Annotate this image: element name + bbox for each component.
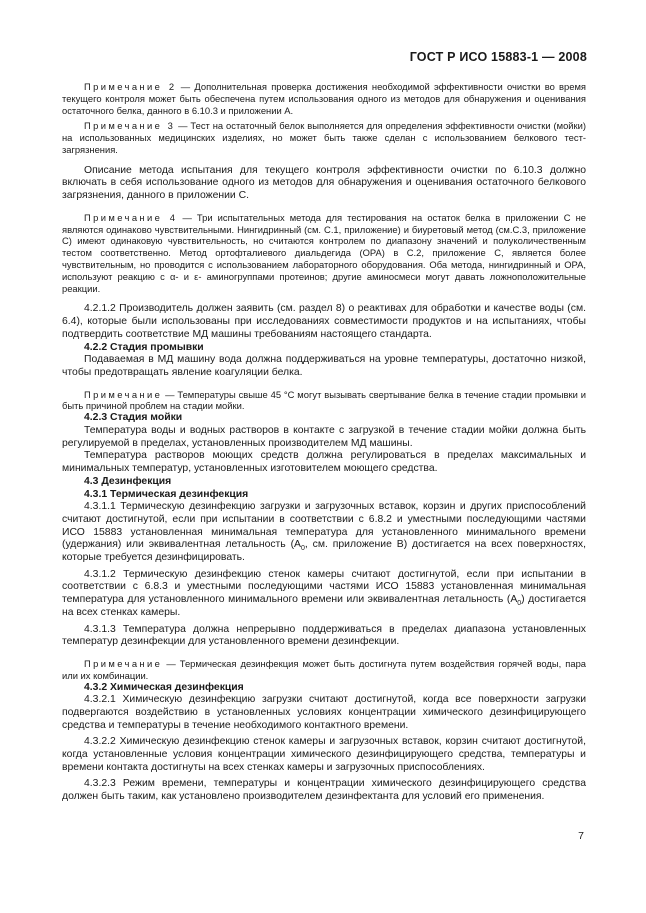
paragraph-4-3-2-3: 4.3.2.3 Режим времени, температуры и концентрации химического дезинфицирующего средства должен быть таким, как установлено производителем дезинфектанта для условий его применения.	[62, 778, 586, 803]
paragraph-4-3-1-2: 4.3.1.2 Термическую дезинфекцию стенок камеры считают достигнутой, если при испытании в соответствии с 6.8.3 и уместными последующими частями ИСО 15883 установленная минимальная температура для установленного минимального времени или эквивалентная летальность $(A_0)$ достигается на всех стенках камеры.	[62, 568, 586, 618]
note: Примечание — Термическая дезинфекция может быть достигнута путем воздействия горячей воды, пара или их комбинации.	[62, 657, 586, 681]
page-number: 7	[578, 830, 584, 842]
section-heading-4-2-2: 4.2.2 Стадия промывки	[84, 341, 204, 353]
note-4: Примечание 4 — Три испытательных метода для тестирования на остаток белка в приложении С не являются одинаково чувствительными. Нингидринный (см. С.1, приложение) и биуретовый метод (см.С.3, приложение С) имеют одинаковую чувствительность, но считаются контролем по диапазону значений и полуколичественным тестом соответственно. Метод ортофталиевого диальдегида (ОРА) в С.2, приложение С, является более чувствительным, но проводится с использованием лабораторного оборудования. Оба метода, нингидринный и ОРА, используют реакцию с α- и ε- аминогруппами протеинов; другие аминосмеси могут давать ложноположительные реакции.	[62, 211, 586, 294]
section-heading-4-3-1: 4.3.1 Термическая дезинфекция	[84, 488, 249, 500]
paragraph-4-3-1-3: 4.3.1.3 Температура должна непрерывно поддерживаться в пределах диапазона установленных температур дезинфекции для установленного времени дезинфекции.	[62, 623, 586, 648]
note-2: Примечание 2 — Дополнительная проверка достижения необходимой эффективности очистки во время текущего контроля может быть обеспечена путем использования одного из методов для обнаружения и оценивания остаточного белка, данного в 6.10.3 и приложении А.	[62, 81, 586, 116]
document-body	[62, 81, 586, 804]
document-header: ГОСТ Р ИСО 15883-1 — 2008	[409, 50, 587, 64]
paragraph-4-2-1-2: 4.2.1.2 Производитель должен заявить (см. раздел 8) о реактивах для обработки и качестве воды (см. 6.4), которые были использованы при исследованиях совместимости продуктов и на испытаниях, чтобы подтвердить соответствие МД машины требованиям настоящего стандарта.	[62, 303, 586, 340]
note: Примечание — Температуры свыше 45 °С могут вызывать свертывание белка в течение стадии промывки и быть причиной проблем на стадии мойки.	[62, 388, 586, 412]
paragraph-4-3-2-2: 4.3.2.2 Химическую дезинфекцию стенок камеры и загрузочных вставок, корзин считают достигнутой, когда установленные условия концентрации химического дезинфицирующего средства, температуры и времени контакта достигнуты на всех стенках камеры и загрузочных приспособлениях.	[62, 736, 586, 773]
paragraph: Температура воды и водных растворов в контакте с загрузкой в течение стадии мойки должна быть регулируемой в пределах, установленных производителем МД машины.	[62, 424, 586, 449]
section-heading-4-3: 4.3 Дезинфекция	[84, 475, 172, 487]
paragraph-4-3-2-1: 4.3.2.1 Химическую дезинфекцию загрузки считают достигнутой, когда все поверхности загрузки подвергаются воздействию в установленных условиях концентрации химического дезинфицирующего средства и температуры в течение необходимого контактного времени.	[62, 694, 586, 731]
note-3: Примечание 3 — Тест на остаточный белок выполняется для определения эффективности очистки (мойки) на использованных медицинских изделиях, но может быть также сделан с использованием белкового тест-загрязнения.	[62, 120, 586, 155]
note-label: Примечание	[84, 388, 163, 400]
paragraph: Температура растворов моющих средств должна регулироваться в пределах максимальных и минимальных температур, установленных изготовителем моющего средства.	[62, 450, 586, 475]
paragraph: Описание метода испытания для текущего контроля эффективности очистки по 6.10.3 должно включать в себя использование одного из методов для обнаружения и оценивания остаточного белкового загрязнения, данного в приложении С.	[62, 164, 586, 202]
note-label: Примечание 3	[84, 120, 176, 132]
note-label: Примечание	[84, 657, 163, 669]
paragraph-4-3-1-1: 4.3.1.1 Термическую дезинфекцию загрузки и загрузочных вставок, корзин и других приспособлений считают достигнутой, если при испытании в соответствии с 6.8.2 и уместными последующими частями ИСО 15883 установленная минимальная температура для установленного минимального времени (удержания) или эквивалентная летальность ($A_0$, см. приложение В) достигается на всех поверхностях, которые требуется дезинфицировать.	[62, 501, 587, 564]
section-heading-4-2-3: 4.2.3 Стадия мойки	[84, 412, 183, 424]
note-label: Примечание 4	[84, 211, 178, 223]
note-label: Примечание 2	[84, 81, 177, 92]
section-heading-4-3-2: 4.3.2 Химическая дезинфекция	[84, 681, 244, 693]
paragraph: Подаваемая в МД машину вода должна поддерживаться на уровне температуры, достаточно низкой, чтобы предотвращать явление коагуляции белка.	[62, 354, 586, 378]
